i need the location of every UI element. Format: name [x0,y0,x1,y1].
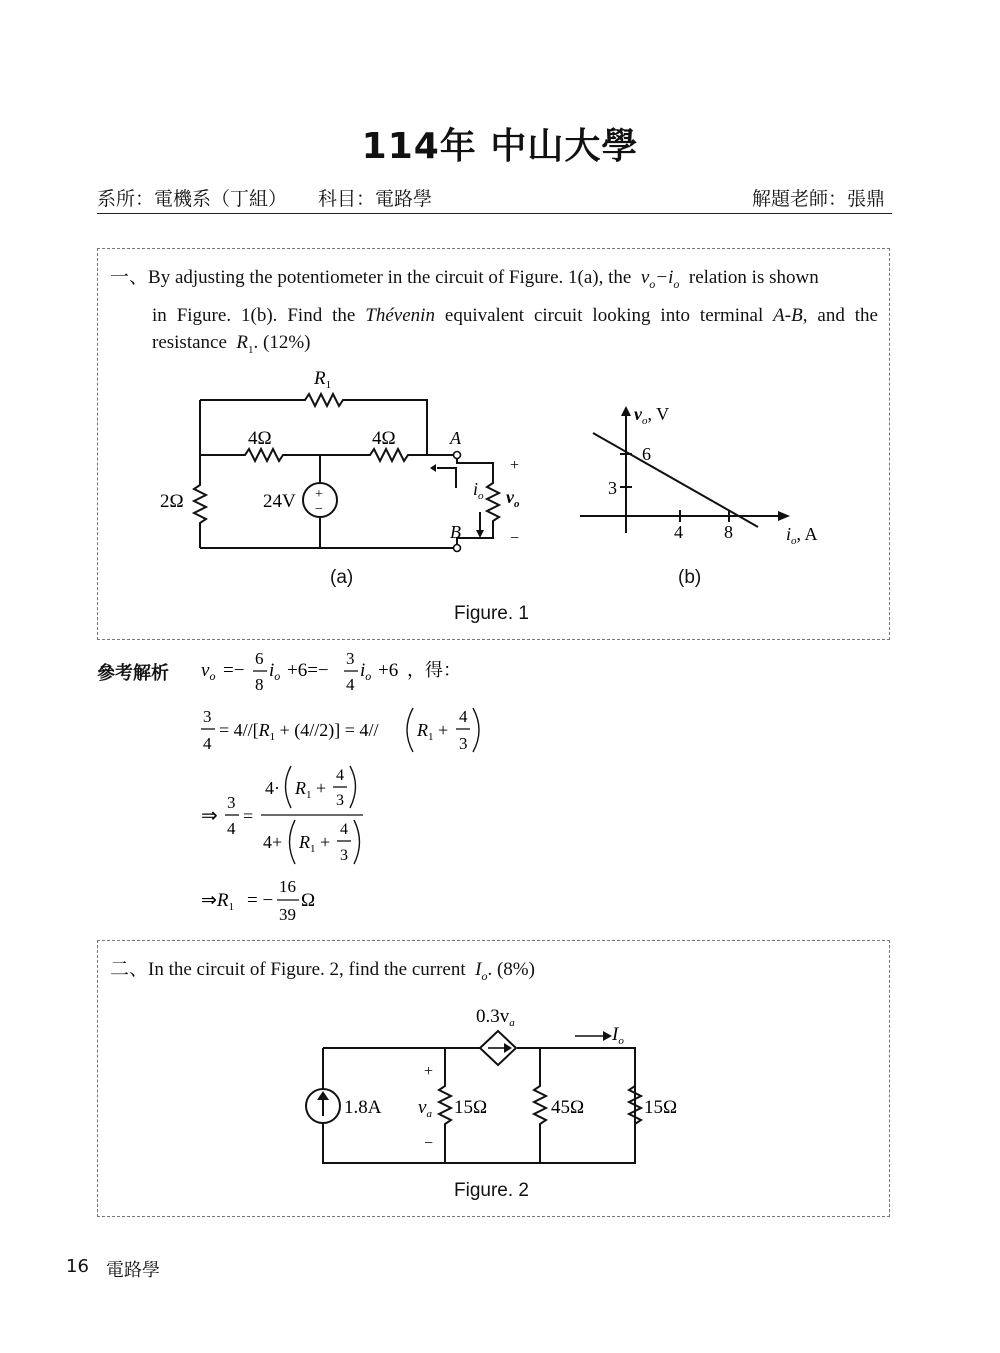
va-label: $v_a$ [418,1097,432,1120]
eq3-top-n: 4 [336,767,344,784]
eq3-top-r: $R_1$ + [295,778,327,801]
eq2-frac-num: 4 [459,707,468,726]
arrow-left-icon [430,464,436,472]
page-number: 16 [66,1256,89,1277]
label-source: 24V [263,491,296,512]
question-1-line-1: 一、By adjusting the potentiometer in the circuit of Figure. 1(a), the $v_o-i_o$ relation is shown [110,267,819,291]
eq3-bot-r: $R_1$ + [299,832,331,855]
io-arrow-icon [603,1031,612,1041]
figure-1b-graph [570,398,850,558]
figure-1-caption: Figure. 1 [454,603,529,624]
terminal-a [454,452,461,459]
eq4-lhs: $\Rightarrow R_1$ [201,890,235,913]
eq1-n1: 6 [255,649,264,668]
question-1-number: 一、 [110,267,149,288]
solution-label: 參考解析 [97,663,169,684]
r1-label: 15Ω [454,1097,488,1118]
eq1-eq: =− [223,660,245,681]
header-divider [97,213,892,214]
r3-label: 15Ω [644,1097,678,1118]
graph-x-label: $i_o$, A [786,524,818,547]
eq4-unit: Ω [301,890,316,911]
header-teacher: 解題老師：張鼎 [752,188,886,210]
io-label: $I_o$ [612,1024,624,1047]
solution-eq-1 [195,645,485,695]
eq3-top: 4· [265,778,280,798]
graph-y-label: $v_o$, V [634,404,670,427]
figure-2-caption: Figure. 2 [454,1180,529,1201]
eq2-body: = $4//[R_1 + (4//2)] = 4//$ [219,720,379,743]
tick-x-8: 8 [724,522,733,542]
va-plus: + [424,1063,434,1080]
label-io: $i_o$ [473,479,484,502]
eq3-lhs-num: 3 [227,793,236,812]
r2-label: 45Ω [551,1097,585,1118]
label-b: B [450,522,461,542]
va-minus: − [424,1135,434,1152]
eq2-r: $R_1$ + [417,720,449,743]
eq1-end: +6 [378,660,399,681]
question-2-text: 二、In the circuit of Figure. 2, find the current $I_o$. (8%) [110,959,535,983]
tick-y-3: 3 [608,478,617,498]
figure-1a-caption: (a) [330,567,354,588]
header-subject: 科目：電路學 [318,188,433,210]
dep-source-label: $0.3v_a$ [476,1006,515,1029]
tick-y-6: 6 [642,444,651,464]
eq4-num: 16 [279,877,296,896]
eq3-arrow: ⇒ [201,805,218,827]
eq1-n2: 3 [346,649,355,668]
eq3-bot-d: 3 [340,847,348,864]
eq1-io: $i_o$ [269,660,281,683]
label-r-left: 4Ω [248,428,272,449]
current-label: 1.8A [344,1097,382,1118]
label-r-2: 2Ω [160,491,184,512]
book-title: 電路學 [106,1260,160,1281]
eq1-mid: +6=− [287,660,329,681]
arrow-down-icon [476,530,484,538]
question-1-line-3: resistance $R_1$. (12%) [152,332,311,356]
label-vo: $v_o$ [506,487,520,510]
eq1-suffix: ，得： [407,660,461,680]
question-1-line-2: in Figure. 1(b). Find the Thévenin equivalent circuit looking into terminal A-B, and the [152,305,878,326]
x-axis-arrow-icon [778,511,790,521]
terminal-b [454,545,461,552]
label-a: A [450,428,461,448]
solution-eq-2 [195,700,495,760]
label-r-mid: 4Ω [372,428,396,449]
page-title: 114年 中山大學 [361,126,639,167]
solution-eq-4 [195,872,355,932]
vo-plus: + [510,457,520,474]
label-r1: $R_1$ [314,368,332,391]
eq3-top-d: 3 [336,792,344,809]
eq2-lhs-num: 3 [203,707,212,726]
figure-1b-caption: (b) [678,567,702,588]
eq1-vo: $v_o$ [201,660,216,683]
eq4-rhs: = − [247,890,274,911]
solution-eq-3 [195,762,395,872]
eq3-bot-n: 4 [340,821,348,838]
source-minus: − [315,502,323,517]
header-dept: 系所：電機系（丁組） [97,188,288,210]
tick-x-4: 4 [674,522,683,542]
eq1-d2: 4 [346,675,355,694]
eq4-den: 39 [279,905,296,924]
eq1-d1: 8 [255,675,264,694]
source-plus: + [315,487,323,502]
eq3-eq: = [243,806,254,826]
vo-minus: − [510,530,520,547]
eq3-lhs-den: 4 [227,819,236,838]
eq3-bot: 4+ [263,832,283,852]
figure-2-circuit [290,998,710,1173]
y-axis-arrow-icon [621,406,631,416]
eq2-lhs-den: 4 [203,734,212,753]
eq1-io2: $i_o$ [360,660,372,683]
question-2-number: 二、 [110,959,149,980]
eq2-frac-den: 3 [459,734,468,753]
figure-1a-circuit [150,360,550,570]
